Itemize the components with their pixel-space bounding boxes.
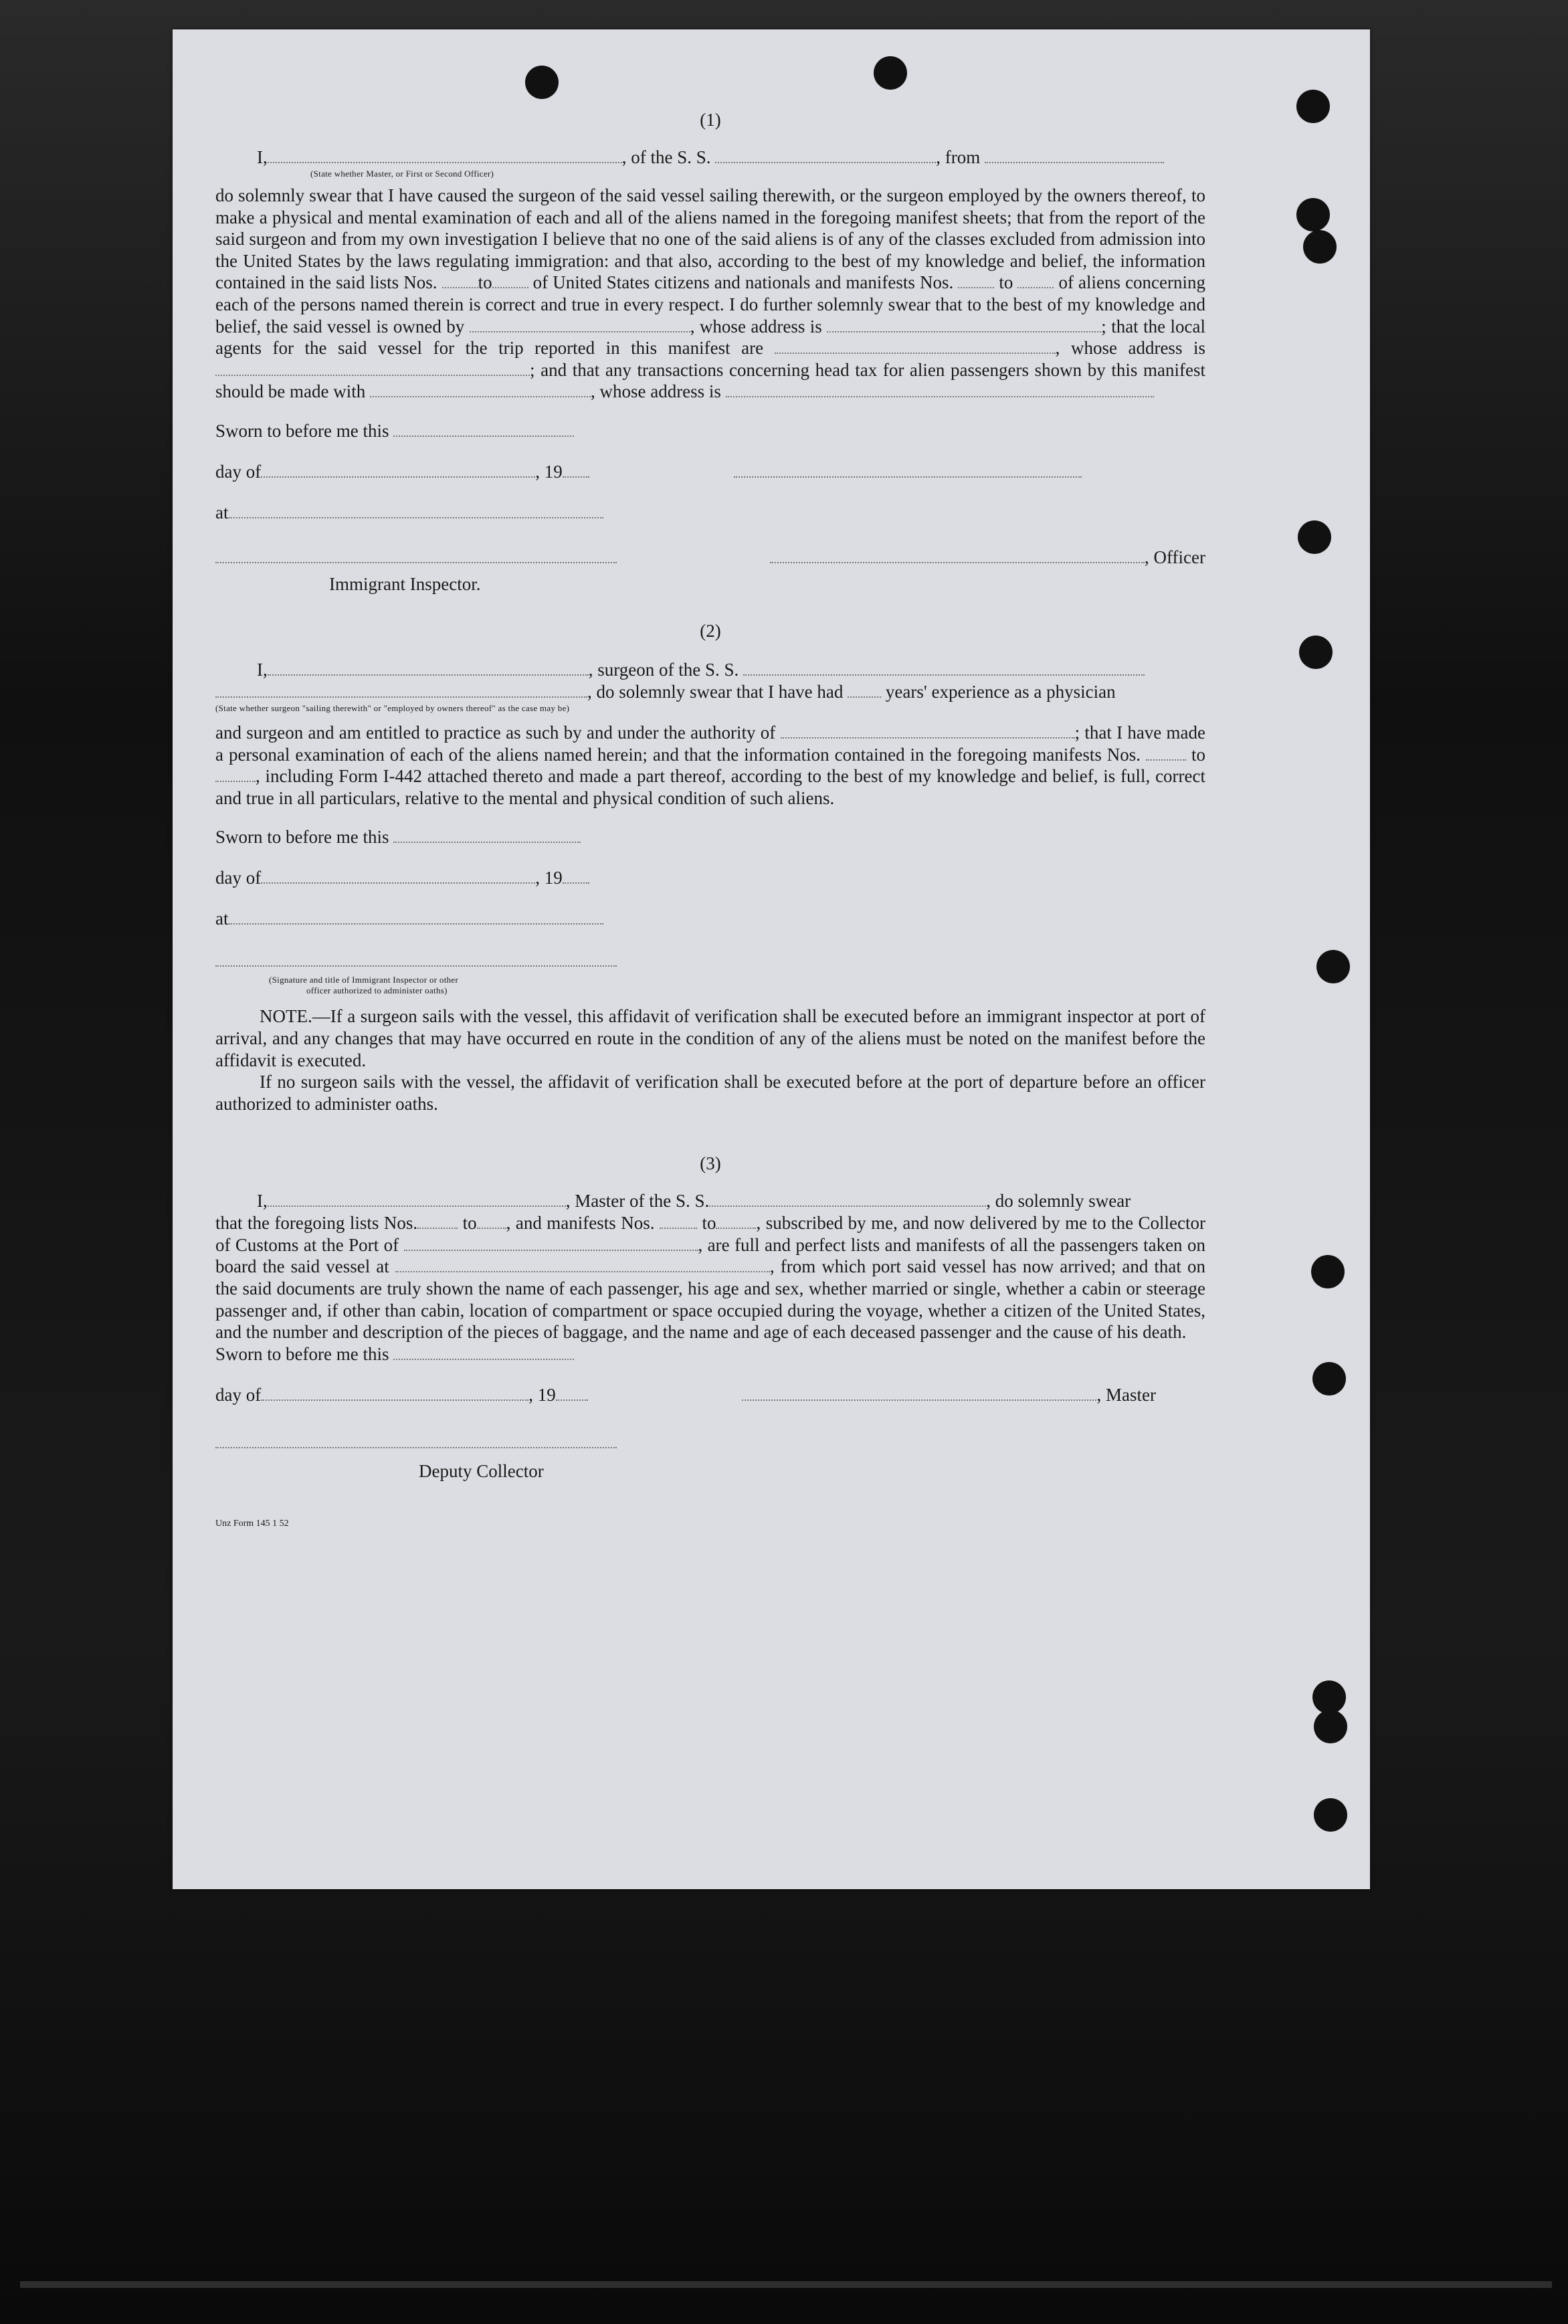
officer-name-field[interactable] bbox=[268, 147, 622, 163]
manifest-affidavit-page bbox=[173, 29, 1370, 1889]
deputy-signature-line bbox=[215, 1432, 1205, 1454]
authority-field[interactable] bbox=[781, 722, 1075, 739]
lists-to-field[interactable] bbox=[477, 1213, 506, 1229]
master-signature-field[interactable] bbox=[742, 1385, 1096, 1401]
manifests-from-field[interactable] bbox=[660, 1213, 697, 1229]
head-tax-contact-field[interactable] bbox=[370, 381, 591, 397]
sworn-line-3: Sworn to before me this bbox=[215, 1343, 1205, 1365]
sworn-date-field-3[interactable] bbox=[393, 1344, 574, 1360]
year-field-1[interactable] bbox=[563, 462, 589, 478]
punch-hole bbox=[1299, 636, 1333, 669]
month-field-2[interactable] bbox=[261, 868, 535, 884]
oath-i: I, bbox=[257, 147, 268, 167]
master-oath-paragraph: do solemnly swear that I have caused the surgeon of the said vessel sailing therewith, or the surgeon employed by the owners thereof, to make a physical and mental examination of each and all of the aliens named in the foregoing manifest sheets; that from the report of the said surgeon and from my own investigation I believe that no one of the said aliens is of any of the classes excluded from admission into the United States by the laws regulating immigration: and that also, according to the best of my knowledge and belief, the information contained in the said lists Nos. to of United States citizens and nationals and manifests Nos. to of aliens concerning each of the persons named therein is correct and true in every respect. I do further solemnly swear that to the best of my knowledge and belief, the said vessel is owned by , whose address is ; that the local agents for the said vessel for the trip reported in this manifest are , whose address is ; and that any transactions concerning head tax for alien passengers shown by this manifest should be made with , whose address is bbox=[215, 185, 1206, 402]
head-tax-address-field[interactable] bbox=[726, 381, 1154, 397]
master-manifest-oath-line: I, , Master of the S. S. , do solemnly swear bbox=[257, 1191, 1131, 1212]
officer-signature-field[interactable] bbox=[770, 547, 1145, 563]
section-3-number: (3) bbox=[700, 1153, 721, 1174]
master-oath-line bbox=[215, 147, 1205, 169]
surgeon-name-field[interactable] bbox=[268, 660, 589, 676]
surgeon-status-field[interactable] bbox=[215, 682, 587, 698]
vessel-name-field[interactable] bbox=[715, 147, 936, 163]
alien-manifests-from-field[interactable] bbox=[958, 272, 994, 288]
punch-hole bbox=[1296, 90, 1330, 123]
form-id: Unz Form 145 1 52 bbox=[215, 1518, 289, 1529]
sworn-date-field-2[interactable] bbox=[393, 827, 581, 843]
owner-address-field[interactable] bbox=[827, 316, 1101, 332]
year-field-3[interactable] bbox=[556, 1385, 588, 1401]
punch-hole bbox=[1312, 1362, 1346, 1395]
citizen-lists-to-field[interactable] bbox=[492, 272, 528, 288]
master-vessel-field[interactable] bbox=[709, 1191, 986, 1207]
of-ss-label: , of the S. S. bbox=[621, 147, 711, 167]
at-line-2: at bbox=[215, 908, 1205, 930]
section-2-number: (2) bbox=[700, 620, 721, 641]
surgeon-manifests-from-field[interactable] bbox=[1146, 745, 1186, 761]
signature-caption: (Signature and title of Immigrant Inspector or other officer authorized to administer oaths) bbox=[269, 975, 459, 996]
note-paragraph-1: NOTE.—If a surgeon sails with the vessel, this affidavit of verification shall be executed before an immigrant inspector at port of arrival, and any changes that may have occurred en route in the condition of any of the aliens must be noted on the manifest before the affidavit is executed. bbox=[215, 1006, 1205, 1070]
at-place-field-1[interactable] bbox=[229, 502, 603, 518]
punch-hole bbox=[1314, 1710, 1347, 1743]
month-field-3[interactable] bbox=[261, 1385, 528, 1401]
punch-hole bbox=[525, 66, 559, 99]
sworn-line-1: Sworn to before me this bbox=[215, 420, 1205, 442]
alien-manifests-to-field[interactable] bbox=[1017, 272, 1054, 288]
inspector-signature-field-1[interactable] bbox=[215, 547, 617, 563]
surgeon-manifests-to-field[interactable] bbox=[215, 766, 256, 782]
deputy-collector-signature-field[interactable] bbox=[215, 1432, 617, 1448]
punch-hole bbox=[1314, 1798, 1347, 1832]
section-1-number: (1) bbox=[700, 110, 721, 130]
officer-signature-field-top[interactable] bbox=[734, 462, 1082, 478]
manifests-to-field[interactable] bbox=[716, 1213, 756, 1229]
from-port-field[interactable] bbox=[985, 147, 1164, 163]
inspector-signature-field-2[interactable] bbox=[215, 951, 617, 967]
month-field-1[interactable] bbox=[261, 462, 535, 478]
punch-hole bbox=[1296, 198, 1330, 231]
immigrant-inspector-label: Immigrant Inspector. bbox=[329, 573, 481, 594]
vessel-owner-field[interactable] bbox=[470, 316, 690, 332]
at-place-field-2[interactable] bbox=[229, 908, 603, 925]
note-paragraph-2: If no surgeon sails with the vessel, the affidavit of verification shall be executed before at the port of departure before an officer authorized to administer oaths. bbox=[215, 1072, 1205, 1114]
punch-hole bbox=[1312, 1680, 1346, 1714]
surgeon-oath-paragraph: and surgeon and am entitled to practice as such by and under the authority of ; that I have made a personal examination of each of the aliens named herein; and that the information contained in the foregoing manifests Nos. to , including Form I-442 attached thereto and made a part thereof, according to the best of my knowledge and belief, is full, correct and true in all particulars, relative to the mental and physical condition of such aliens. bbox=[215, 722, 1206, 808]
punch-hole bbox=[1303, 230, 1337, 264]
agents-address-field[interactable] bbox=[215, 360, 530, 376]
boarding-port-field[interactable] bbox=[395, 1256, 770, 1272]
years-experience-field[interactable] bbox=[848, 682, 881, 698]
day-of-line-1: day of , 19 bbox=[215, 461, 1205, 483]
citizen-lists-from-field[interactable] bbox=[442, 272, 478, 288]
day-of-master-line: day of , 19 , Master bbox=[215, 1384, 1156, 1405]
inspector-officer-signatures bbox=[215, 547, 1205, 588]
sworn-line-2: Sworn to before me this bbox=[215, 826, 1205, 848]
surgeon-vessel-field[interactable] bbox=[743, 660, 1145, 676]
master-manifest-paragraph: that the foregoing lists Nos. to , and manifests Nos. to , subscribed by me, and now delivered by me to the Collector of Customs at the Port of , are full and perfect lists and manifests of all the passengers taken on board the said vessel at , from which port said vessel has now arrived; and that on the said documents are truly shown the name of each passenger, his age and sex, whether married or single, whether a cabin or steerage passenger and, if other than cabin, location of compartment or space occupied during the voyage, whether a citizen of the United States, and the number and description of the pieces of baggage, and the name and age of each deceased passenger and the cause of his death. bbox=[215, 1213, 1206, 1343]
lists-from-field[interactable] bbox=[417, 1213, 458, 1229]
master-name-field[interactable] bbox=[268, 1191, 566, 1207]
local-agents-field[interactable] bbox=[775, 338, 1056, 354]
surgeon-oath-line: I, , surgeon of the S. S. bbox=[215, 659, 1205, 681]
punch-hole bbox=[1311, 1255, 1345, 1288]
punch-hole bbox=[1298, 520, 1331, 554]
deputy-collector-label: Deputy Collector bbox=[419, 1460, 544, 1481]
day-of-line-2: day of , 19 bbox=[215, 867, 1205, 889]
officer-label: , Officer bbox=[1145, 547, 1205, 567]
punch-hole bbox=[1316, 950, 1350, 983]
customs-port-field[interactable] bbox=[404, 1235, 698, 1251]
surgeon-experience-line: , do solemnly swear that I have had years' experience as a physician bbox=[215, 681, 1205, 703]
from-label: , from bbox=[936, 147, 981, 167]
inspector-signature-line-2 bbox=[215, 950, 1205, 972]
officer-caption: (State whether Master, or First or Second Officer) bbox=[310, 169, 494, 179]
sworn-date-field-1[interactable] bbox=[393, 421, 574, 437]
at-line-1: at bbox=[215, 502, 1205, 524]
surgeon-caption: (State whether surgeon "sailing therewith" or "employed by owners thereof" as the case may be) bbox=[215, 702, 570, 713]
scanner-edge bbox=[20, 2281, 1552, 2288]
form-body bbox=[215, 110, 1205, 1529]
punch-hole bbox=[874, 56, 907, 90]
master-label: , Master bbox=[1096, 1384, 1156, 1405]
year-field-2[interactable] bbox=[563, 868, 589, 884]
